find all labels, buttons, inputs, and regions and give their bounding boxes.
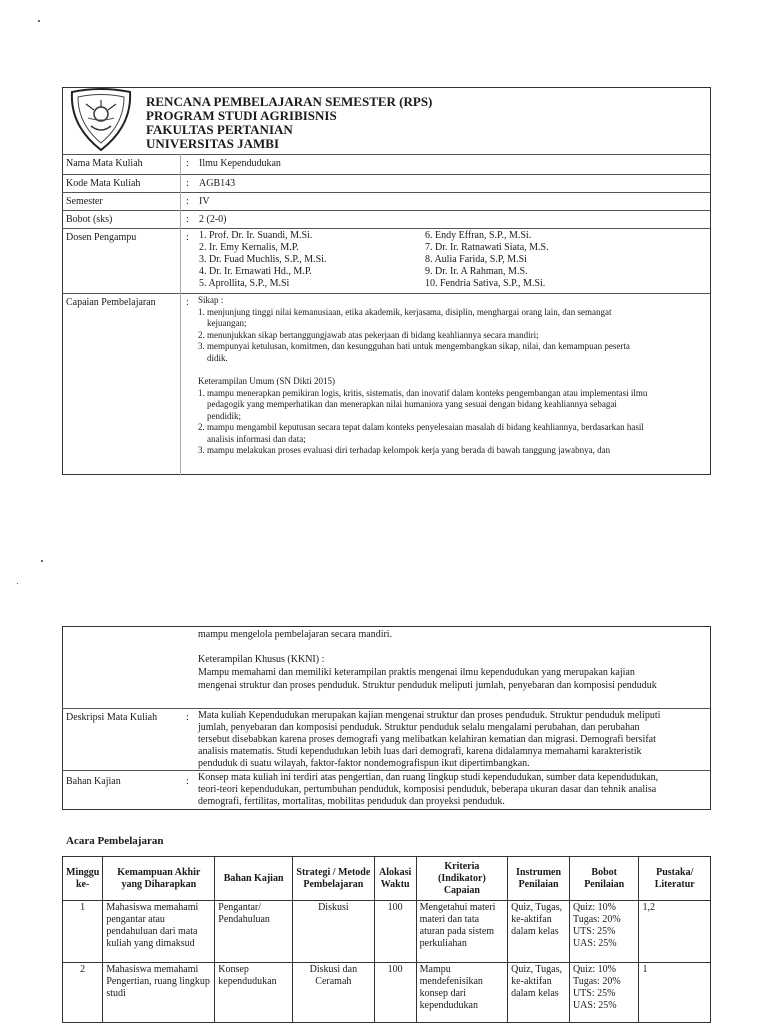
col-header: Pustaka/ Literatur [639,857,711,901]
scan-speck [17,583,18,584]
dosen-item: 1. Prof. Dr. Ir. Suandi, M.Si. [199,230,313,241]
bobot-label: Bobot (sks) [66,214,113,225]
dosen-item: 8. Aulia Farida, S.P, M.Si [425,254,527,265]
colon: : [186,297,189,308]
dosen-label: Dosen Pengampu [66,232,137,243]
bahan-line: teori-teori kependudukan, pertumbuhan penduduk, komposisi penduduk, beberapa ukuran dasar dan tehnik analisa [198,784,657,795]
semester-value: IV [199,196,210,207]
colon: : [186,178,189,189]
scan-speck [41,560,43,562]
bobot-value: 2 (2-0) [199,214,227,225]
nama-label: Nama Mata Kuliah [66,158,143,169]
table-cell: Quiz, Tugas, ke-aktifan dalam kelas [508,901,570,963]
keterampilan-umum-title: Keterampilan Umum (SN Dikti 2015) [198,376,335,386]
dosen-item: 5. Aprollita, S.P., M.Si [199,278,290,289]
table-cell: Diskusi [293,901,375,963]
dosen-item: 7. Dr. Ir. Ratnawati Siata, M.S. [425,242,549,253]
dosen-item: 9. Dr. Ir. A Rahman, M.S. [425,266,528,277]
scan-speck [38,20,40,22]
ku-item: analisis informasi dan data; [207,433,306,444]
kode-label: Kode Mata Kuliah [66,178,141,189]
table-cell: 1,2 [639,901,711,963]
semester-label: Semester [66,196,103,207]
col-header: Bahan Kajian [215,857,293,901]
ku-item: 3. mampu melakukan proses evaluasi diri terhadap kelompok kerja yang berada di bawah tanggung jawabnya, dan [198,445,611,455]
deskripsi-line: tersebut disebabkan karena proses demografi yang melibatkan kelahiran kematian dan migrasi. Demografi bersifat [198,734,656,745]
ku-item: pendidik; [207,410,241,421]
table-cell: Mahasiswa memahami pengantar atau pendahuluan dari mata kuliah yang dimaksud [103,901,215,963]
colon: : [186,712,189,723]
ku-item: 2. mampu mengambil keputusan secara tepat dalam konteks penyelesaian masalah di bidang keahliannya, berdasarkan hasil [198,422,644,432]
table-cell: Quiz: 10% Tugas: 20% UTS: 25% UAS: 25% [569,901,639,963]
deskripsi-line: jumlah, penyebaran dan komposisi penduduk. Struktur penduduk selalu mengalami perubahan, dan perubahan [198,722,640,733]
dosen-item: 6. Endy Effran, S.P., M.Si. [425,230,532,241]
university-logo [66,88,136,154]
kk-line: Mampu memahami dan memiliki keterampilan praktis mengenai ilmu kependudukan yang merupakan kajian [198,667,635,678]
col-header: Alokasi Waktu [374,857,416,901]
table-cell: 100 [374,963,416,1023]
acara-pembelajaran-title: Acara Pembelajaran [66,835,164,847]
kk-line: mengenai struktur dan proses penduduk. Struktur penduduk meliputi jumlah, penyebaran dan komposisi penduduk [198,680,657,691]
ku-item: 1. mampu menerapkan pemikiran logis, kritis, sistematis, dan inovatif dalam konteks pengembangan atau implementasi ilmu [198,387,648,398]
table-cell: Pengantar/ Pendahuluan [215,901,293,963]
sikap-item: 1. menjunjung tinggi nilai kemanusiaan, etika akademik, kerjasama, disiplin, menghargai orang lain, dan semangat [198,306,612,317]
row-divider [62,770,711,771]
table-cell: Diskusi dan Ceramah [293,963,375,1023]
row-divider [62,154,711,155]
colon: : [186,196,189,207]
kode-value: AGB143 [199,178,236,189]
col-header: Bobot Penilaian [569,857,639,901]
ku-item-continued: mampu mengelola pembelajaran secara mandiri. [198,629,393,640]
table-cell: Konsep kependudukan [215,963,293,1023]
table-row [63,901,711,963]
col-header: Kriteria (Indikator) Capaian [416,857,508,901]
deskripsi-line: analisis matematis. Studi kependudukan lebih luas dari demografi, karena didalamnya memahami karakteristik [198,746,642,757]
header-line-rps: RENCANA PEMBELAJARAN SEMESTER (RPS) [146,94,433,109]
dosen-item: 10. Fendria Sativa, S.P., M.Si. [425,278,546,289]
deskripsi-content [198,710,708,770]
bahan-line: Konsep mata kuliah ini terdiri atas pengertian, dan ruang lingkup studi kependudukan, sumber data kependudukan, [198,772,659,783]
sikap-item: 2. menunjukkan sikap bertanggungjawab atas pekerjaan di bidang keahliannya secara mandiri; [198,329,539,340]
dosen-list-left [199,230,327,290]
dosen-list-right [425,230,549,290]
col-header: Minggu ke- [63,857,103,901]
ku-item: pedagogik yang memperhatikan dan menerapkan nilai humaniora yang sesuai dengan bidang keahliannya sebagai [207,399,617,409]
row-divider [62,174,711,175]
sikap-item: 3. mempunyai ketulusan, komitmen, dan kesungguhan hati untuk mengembangkan sikap, nilai, dan kemampuan peserta [198,341,630,351]
row-divider [62,210,711,211]
col-header: Strategi / Metode Pembelajaran [293,857,375,901]
capaian-content [198,295,708,457]
capaian-continuation [198,628,708,692]
table-cell: Mengetahui materi materi dan tata aturan pada sistem perkuliahan [416,901,508,963]
header-line-universitas: UNIVERSITAS JAMBI [146,136,280,151]
keterampilan-khusus-title: Keterampilan Khusus (KKNI) : [198,654,325,665]
sikap-item: kejuangan; [207,318,247,328]
bahan-kajian-label: Bahan Kajian [66,776,121,787]
colon: : [186,232,189,243]
table-cell: Mampu mendefenisikan konsep dari kependudukan [416,963,508,1023]
table-cell: 2 [63,963,103,1023]
header-line-fakultas: FAKULTAS PERTANIAN [146,122,293,137]
table-cell: 1 [63,901,103,963]
bahan-line: demografi, fertilitas, mortalitas, mobilitas penduduk dan proyeksi penduduk. [198,796,505,807]
table-cell: 1 [639,963,711,1023]
col-header: Kemampuan Akhir yang Diharapkan [103,857,215,901]
bahan-kajian-content [198,772,708,808]
table-cell: Mahasiswa memahami Pengertian, ruang lingkup studi [103,963,215,1023]
sikap-title: Sikap : [198,295,224,305]
dosen-item: 3. Dr. Fuad Muchlis, S.P., M.Si. [199,254,327,265]
deskripsi-label: Deskripsi Mata Kuliah [66,712,158,723]
col-header: Instrumen Penilaian [508,857,570,901]
sikap-item: didik. [207,352,228,363]
deskripsi-line: penduduk di suatu wilayah, faktor-faktor nondemografispun ikut dipertimbangkan. [198,758,530,769]
nama-value: Ilmu Kependudukan [199,158,281,169]
table-cell: Quiz, Tugas, ke-aktifan dalam kelas [508,963,570,1023]
row-divider [62,708,711,709]
header-title [146,95,432,151]
colon: : [186,776,189,787]
dosen-item: 4. Dr. Ir. Ernawati Hd., M.P. [199,266,312,277]
row-divider [62,293,711,294]
row-divider [62,192,711,193]
header-line-prodi: PROGRAM STUDI AGRIBISNIS [146,108,337,123]
table-cell: 100 [374,901,416,963]
table-cell: Quiz: 10% Tugas: 20% UTS: 25% UAS: 25% [569,963,639,1023]
colon: : [186,158,189,169]
label-column-divider [180,154,181,475]
dosen-item: 2. Ir. Emy Kernalis, M.P. [199,242,299,253]
capaian-label: Capaian Pembelajaran [66,297,156,308]
colon: : [186,214,189,225]
table-header-row [63,857,711,901]
deskripsi-line: Mata kuliah Kependudukan merupakan kajian mengenai struktur dan proses penduduk. Struktur penduduk meliputi [198,710,661,721]
acara-table [62,856,711,1023]
row-divider [62,228,711,229]
table-row [63,963,711,1023]
